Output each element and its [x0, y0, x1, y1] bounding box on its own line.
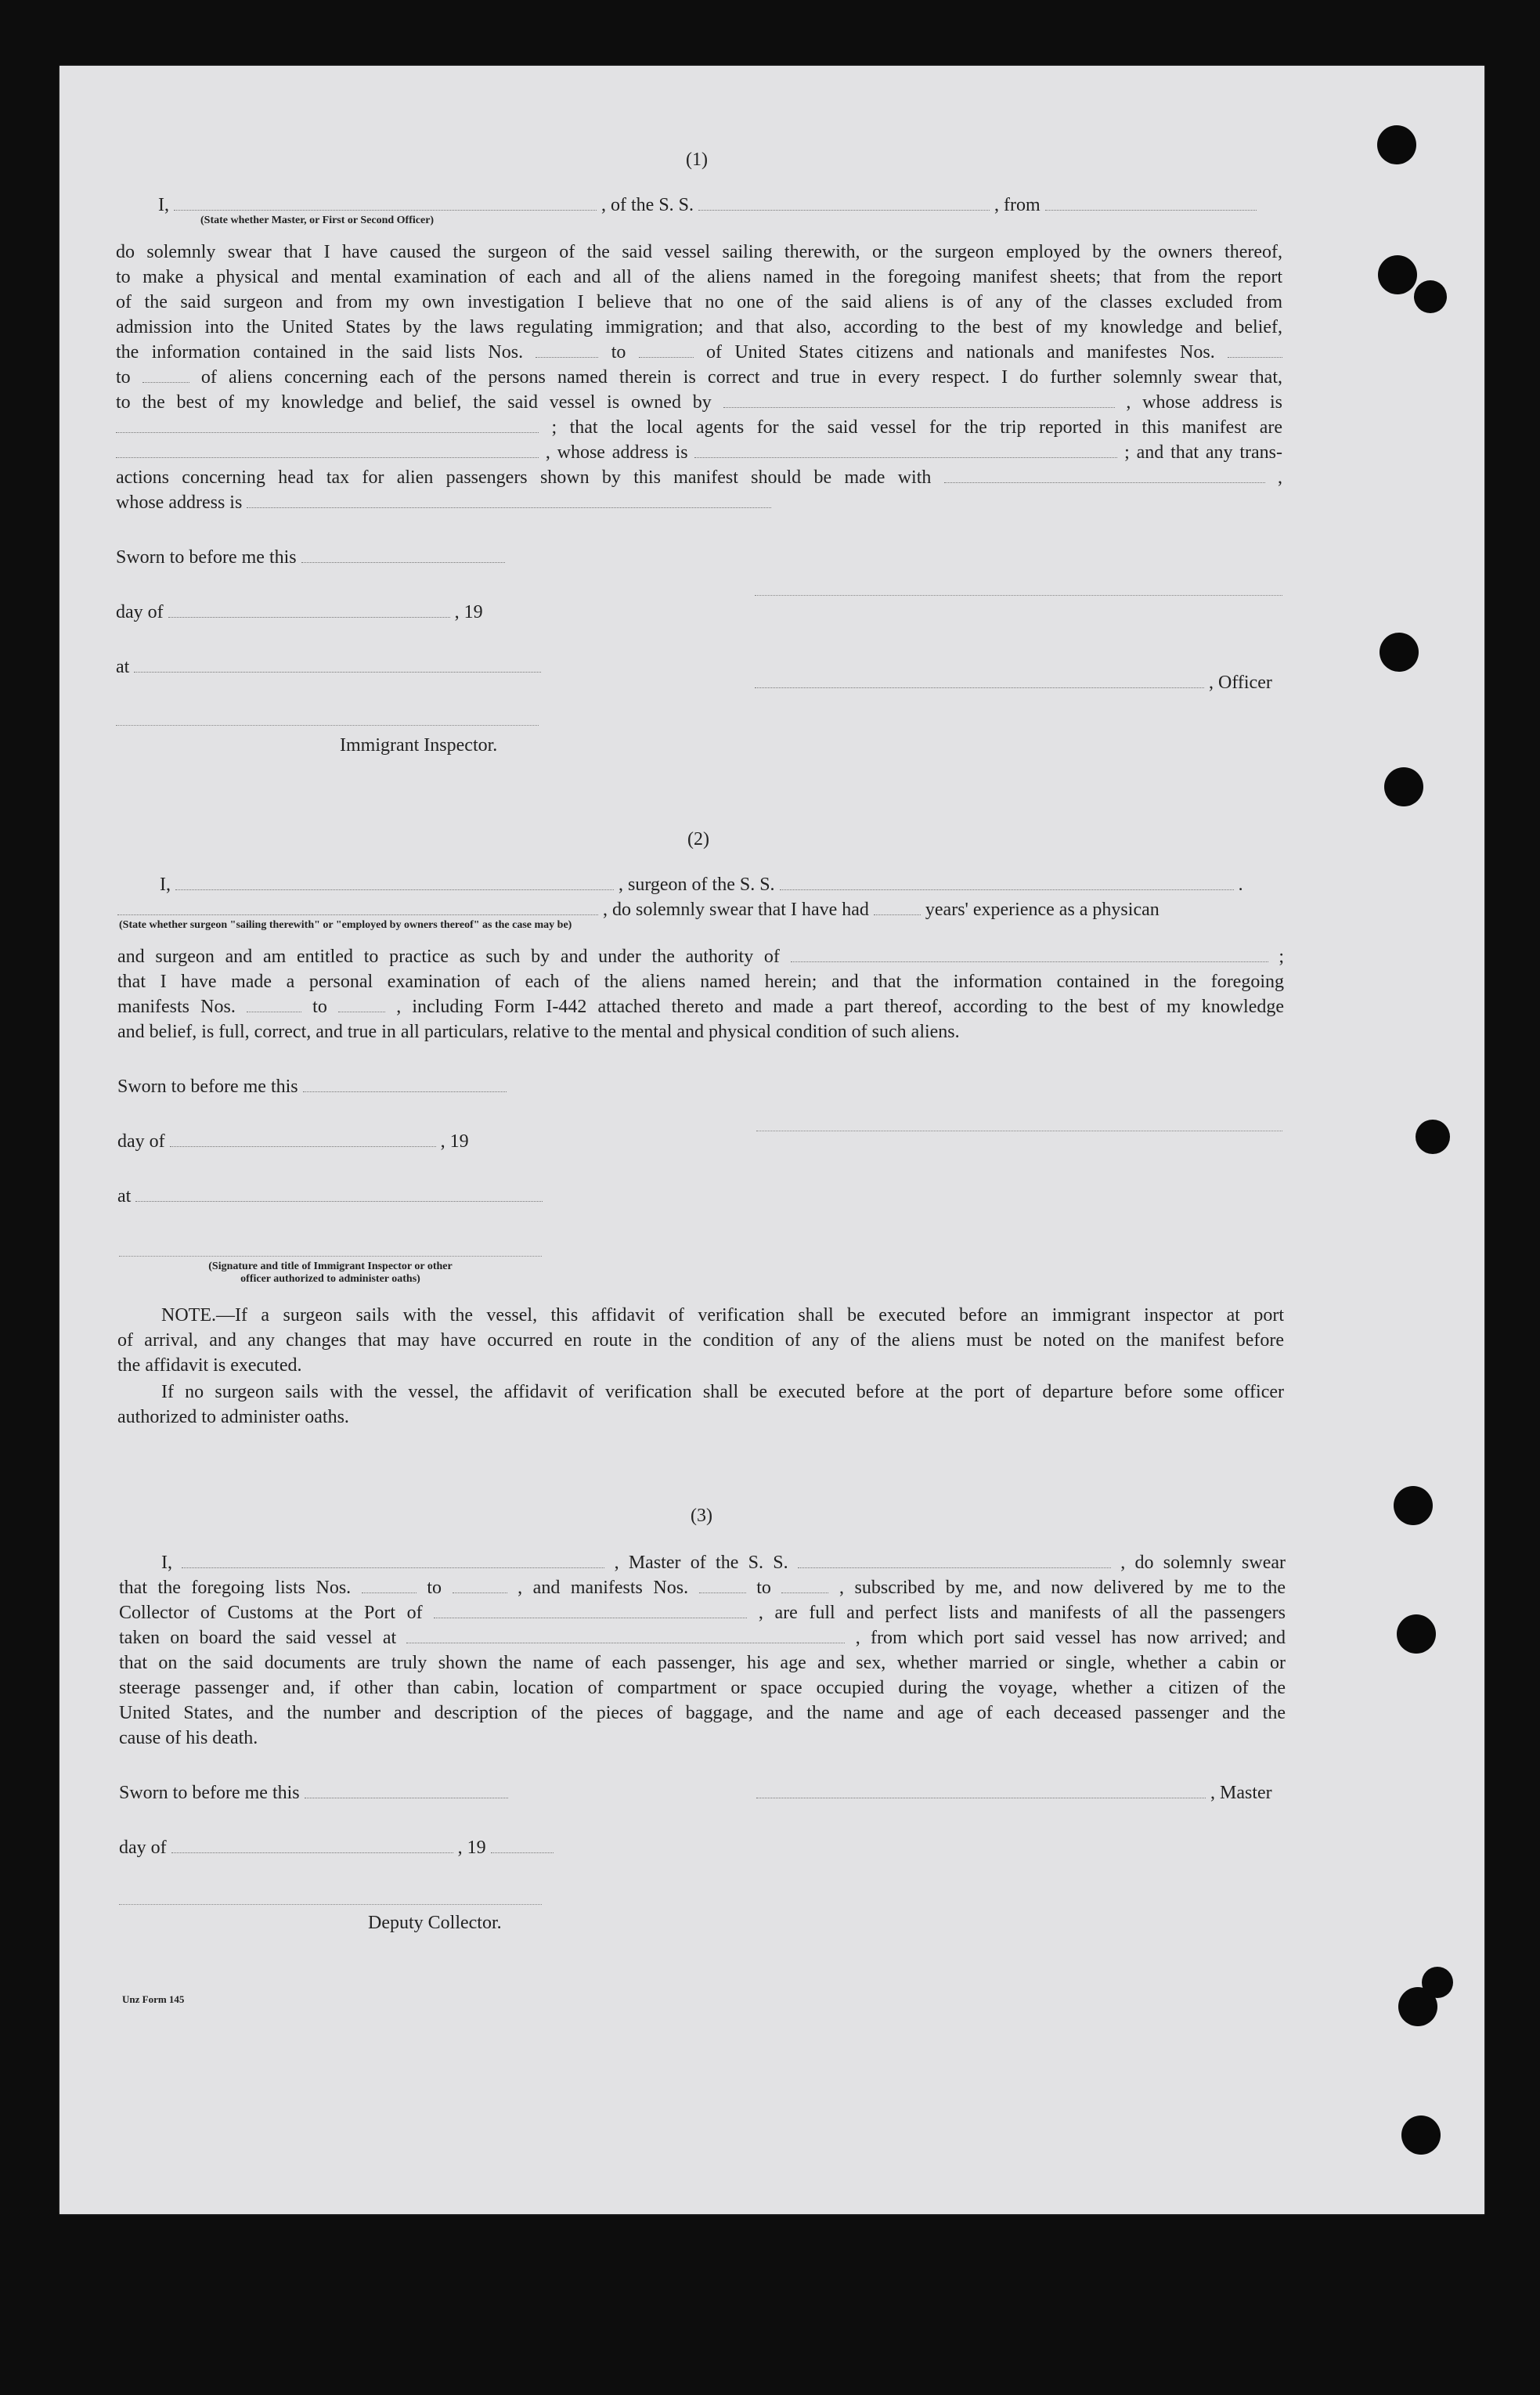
sec1-sworn-label: Sworn to before me this: [116, 547, 297, 568]
sec2-l3: and surgeon and am entitled to practice as such by and under the authority of: [117, 947, 780, 967]
collector-port-field[interactable]: [434, 1603, 747, 1618]
sec1-signature-line[interactable]: [755, 595, 1282, 596]
sec1-inspector: Immigrant Inspector.: [340, 735, 498, 756]
punch-hole: [1394, 1486, 1433, 1525]
sec1-l7a: to: [116, 367, 131, 388]
vessel-name-field[interactable]: [698, 196, 990, 211]
sec1-line12: [116, 490, 771, 515]
sec1-at-label: at: [116, 657, 130, 677]
authority-field[interactable]: [791, 947, 1268, 962]
punch-hole: [1378, 255, 1417, 294]
from-port-field[interactable]: [1045, 196, 1257, 211]
punch-hole: [1422, 1967, 1453, 1998]
sec3-deputy: Deputy Collector.: [368, 1913, 502, 1933]
sec3-year-prefix: , 19: [457, 1838, 486, 1858]
sec3-l3b: , are full and perfect lists and manifests of all the passengers: [758, 1603, 1286, 1623]
sec2-sig-note-2: officer authorized to administer oaths): [240, 1273, 420, 1285]
citizen-list-to-field[interactable]: [639, 343, 694, 358]
sec1-l12: whose address is: [116, 492, 243, 513]
sec1-line10: [116, 440, 1282, 465]
agents-address-field[interactable]: [694, 443, 1117, 458]
section-3-number: (3): [691, 1506, 712, 1526]
sec1-officer-signature-field[interactable]: [755, 673, 1204, 688]
sec3-i: I,: [161, 1553, 172, 1573]
punch-hole: [1414, 280, 1447, 313]
sec2-i: I,: [160, 875, 171, 895]
sec2-line4: that I have made a personal examination of each of the aliens named herein; and that the information contained in the foregoing: [117, 972, 1284, 992]
note1-line3: the affidavit is executed.: [117, 1355, 302, 1376]
sec2-sworn: [117, 1074, 507, 1099]
sec3-body-3: United States, and the number and description of the pieces of baggage, and the name and age of each deceased passenger and the: [119, 1703, 1286, 1723]
sec3-body-1: that on the said documents are truly shown the name of each passenger, his age and sex, whether married or single, whether a cabin or: [119, 1653, 1286, 1673]
sec1-i: I,: [158, 195, 169, 215]
sec3-sworn-label: Sworn to before me this: [119, 1783, 300, 1803]
sec1-l8a: to the best of my knowledge and belief, the said vessel is owned by: [116, 392, 712, 413]
sec3-l2e: , subscribed by me, and now delivered by me to the: [839, 1578, 1286, 1598]
sec2-manifest-from-field[interactable]: [247, 997, 301, 1012]
citizen-list-from-field[interactable]: [536, 343, 598, 358]
sec3-body-2: steerage passenger and, if other than cabin, location of compartment or space occupied during the voyage, whether a citizen of the: [119, 1678, 1286, 1698]
sec3-l3a: Collector of Customs at the Port of: [119, 1603, 423, 1623]
sec1-body-2: to make a physical and mental examination of each and all of the aliens named in the foregoing manifest sheets; that from the report: [116, 267, 1282, 287]
sec3-manifest-from-field[interactable]: [699, 1578, 746, 1593]
sec2-month-field[interactable]: [170, 1132, 436, 1147]
sec3-collector-signature-line[interactable]: [119, 1904, 542, 1905]
sec1-l6c: of United States citizens and nationals and manifestes Nos.: [706, 342, 1215, 362]
sec2-surgeon-ss: , surgeon of the S. S.: [619, 875, 775, 895]
note1-line2: of arrival, and any changes that may have occurred en route in the condition of any of the aliens must be noted on the manifest before: [117, 1330, 1284, 1351]
sec2-l5c: , including Form I-442 attached thereto and made a part thereof, according to the best of my knowledge: [396, 997, 1285, 1017]
head-tax-address-field[interactable]: [247, 493, 771, 508]
sec2-at: [117, 1184, 543, 1209]
sec1-l9: ; that the local agents for the said vessel for the trip reported in this manifest are: [551, 417, 1283, 438]
sec3-l1-end: , do solemnly swear: [1120, 1553, 1286, 1573]
sec3-dayof: [119, 1835, 554, 1860]
sec2-l2b: years' experience as a physican: [925, 900, 1160, 920]
sec1-sworn-day-field[interactable]: [301, 548, 505, 563]
sec2-signature-note: [119, 1261, 542, 1286]
sec3-vessel-field[interactable]: [798, 1553, 1111, 1568]
punch-hole: [1416, 1120, 1450, 1154]
punch-hole: [1397, 1614, 1436, 1654]
sec1-l8b: , whose address is: [1126, 392, 1283, 413]
sec1-l10a: , whose address is: [545, 442, 688, 463]
head-tax-party-field[interactable]: [944, 468, 1265, 483]
sec3-master-label: , Master: [1210, 1783, 1272, 1803]
sec3-l2b: to: [427, 1578, 442, 1598]
years-experience-field[interactable]: [874, 900, 921, 915]
sec2-manifest-to-field[interactable]: [338, 997, 385, 1012]
note2-line1: If no surgeon sails with the vessel, the affidavit of verification shall be executed before at the port of departure before some officer: [161, 1382, 1284, 1402]
sec1-ss: , of the S. S.: [601, 195, 694, 215]
sec3-year-field[interactable]: [491, 1838, 554, 1853]
sec2-year-prefix: , 19: [440, 1131, 469, 1152]
sec1-l6a: the information contained in the said lists Nos.: [116, 342, 524, 362]
sec2-l5b: to: [312, 997, 327, 1017]
sec2-inspector-signature-line[interactable]: [119, 1256, 542, 1257]
sec1-dayof-label: day of: [116, 602, 164, 622]
embark-port-field[interactable]: [406, 1629, 845, 1643]
sec3-l2c: , and manifests Nos.: [518, 1578, 689, 1598]
sec2-at-place-field[interactable]: [135, 1187, 543, 1202]
sec1-month-field[interactable]: [168, 603, 450, 618]
sec1-line9: [116, 415, 1282, 440]
sec3-lists-to-field[interactable]: [453, 1578, 507, 1593]
alien-manifest-to-field[interactable]: [142, 368, 189, 383]
sec3-l2a: that the foregoing lists Nos.: [119, 1578, 352, 1598]
sec3-dayof-label: day of: [119, 1838, 167, 1858]
officer-name-field[interactable]: [174, 196, 597, 211]
sec1-officer-label: , Officer: [1209, 673, 1272, 693]
sec2-sworn-day-field[interactable]: [303, 1077, 507, 1092]
sec3-sworn-day-field[interactable]: [305, 1784, 508, 1798]
sec1-body-1: do solemnly swear that I have caused the surgeon of the said vessel sailing therewith, or the surgeon employed by the owners thereof,: [116, 242, 1282, 262]
sec3-manifest-to-field[interactable]: [781, 1578, 828, 1593]
sec1-at-place-field[interactable]: [134, 658, 541, 673]
owner-address-field[interactable]: [116, 418, 539, 433]
sec1-line11: actions concerning head tax for alien passengers shown by this manifest should be made with ,: [116, 467, 1283, 488]
surgeon-status-field[interactable]: [117, 900, 598, 915]
sec3-line3: [119, 1600, 1286, 1625]
sec1-officer-note: (State whether Master, or First or Second Officer): [200, 215, 435, 226]
sec1-year-prefix: , 19: [454, 602, 483, 622]
sec2-dayof-label: day of: [117, 1131, 165, 1152]
sec3-last: cause of his death.: [119, 1728, 258, 1748]
sec3-line4: [119, 1625, 1286, 1650]
owner-field[interactable]: [723, 393, 1115, 408]
sec2-line3: and surgeon and am entitled to practice as such by and under the authority of ;: [117, 947, 1285, 967]
sec3-sworn: [119, 1780, 508, 1805]
sec2-surgeon-note: (State whether surgeon "sailing therewith" or "employed by owners thereof" as the case may be): [119, 919, 572, 931]
sec3-month-field[interactable]: [171, 1838, 453, 1853]
sec2-sig-note-1: (Signature and title of Immigrant Inspector or other: [208, 1261, 453, 1272]
sec2-l2a: , do solemnly swear that I have had: [603, 900, 869, 920]
sec1-l7b: of aliens concerning each of the persons named therein is correct and true in every respect. I do further solemnly swear that,: [200, 367, 1282, 388]
sec3-l4b: , from which port said vessel has now arrived; and: [855, 1628, 1286, 1648]
sec1-sworn: [116, 545, 505, 570]
sec1-from: , from: [994, 195, 1040, 215]
sec1-l6b: to: [611, 342, 626, 362]
sec1-officer-line: [755, 670, 1272, 695]
sec1-line7: [116, 365, 1282, 390]
sec1-at: [116, 655, 541, 680]
section-1-number: (1): [686, 150, 708, 170]
local-agents-field[interactable]: [116, 443, 539, 458]
punch-hole: [1377, 125, 1416, 164]
sec3-lists-from-field[interactable]: [362, 1578, 417, 1593]
section-2-number: (2): [687, 829, 709, 849]
sec2-line1: I, , surgeon of the S. S. .: [160, 875, 1243, 895]
sec3-master-ss: , Master of the S. S.: [614, 1553, 788, 1573]
sec3-line2: [119, 1575, 1286, 1600]
punch-hole: [1380, 633, 1419, 672]
surgeon-name-field[interactable]: [175, 875, 614, 890]
punch-hole: [1401, 2115, 1441, 2155]
form-identifier: Unz Form 145: [122, 1993, 185, 2005]
sec2-at-label: at: [117, 1186, 132, 1207]
sec1-l11: actions concerning head tax for alien passengers shown by this manifest should be made with: [116, 467, 932, 488]
sec1-l10b: ; and that any trans-: [1124, 442, 1283, 463]
sec3-line1: [161, 1550, 1286, 1575]
note2-line2: authorized to administer oaths.: [117, 1407, 349, 1427]
alien-manifest-from-field[interactable]: [1228, 343, 1282, 358]
punch-hole: [1384, 767, 1423, 806]
sec2-sworn-label: Sworn to before me this: [117, 1077, 298, 1097]
sec3-l4a: taken on board the said vessel at: [119, 1628, 397, 1648]
sec2-line5: [117, 994, 1284, 1019]
sec1-line6: [116, 340, 1282, 365]
sec2-l5a: manifests Nos.: [117, 997, 236, 1017]
sec1-body-4: admission into the United States by the laws regulating immigration; and that also, according to the best of my knowledge and belief,: [116, 317, 1282, 337]
master-name-field[interactable]: [182, 1553, 604, 1568]
sec3-master-signature-field[interactable]: [756, 1784, 1206, 1798]
sec1-dayof: [116, 600, 483, 625]
note1-line1: NOTE.—If a surgeon sails with the vessel, this affidavit of verification shall be executed before an immigrant inspector at port: [161, 1305, 1284, 1326]
sec3-l2d: to: [756, 1578, 771, 1598]
sec1-line8: [116, 390, 1282, 415]
sec1-body-3: of the said surgeon and from my own investigation I believe that no one of the said aliens is of any of the classes excluded from: [116, 292, 1282, 312]
sec2-vessel-field[interactable]: [780, 875, 1234, 890]
sec2-line6: and belief, is full, correct, and true in all particulars, relative to the mental and physical condition of such aliens.: [117, 1022, 960, 1042]
sec3-master-line: [756, 1780, 1272, 1805]
sec2-dayof: [117, 1129, 469, 1154]
sec1-inspector-signature-line[interactable]: [116, 725, 539, 726]
